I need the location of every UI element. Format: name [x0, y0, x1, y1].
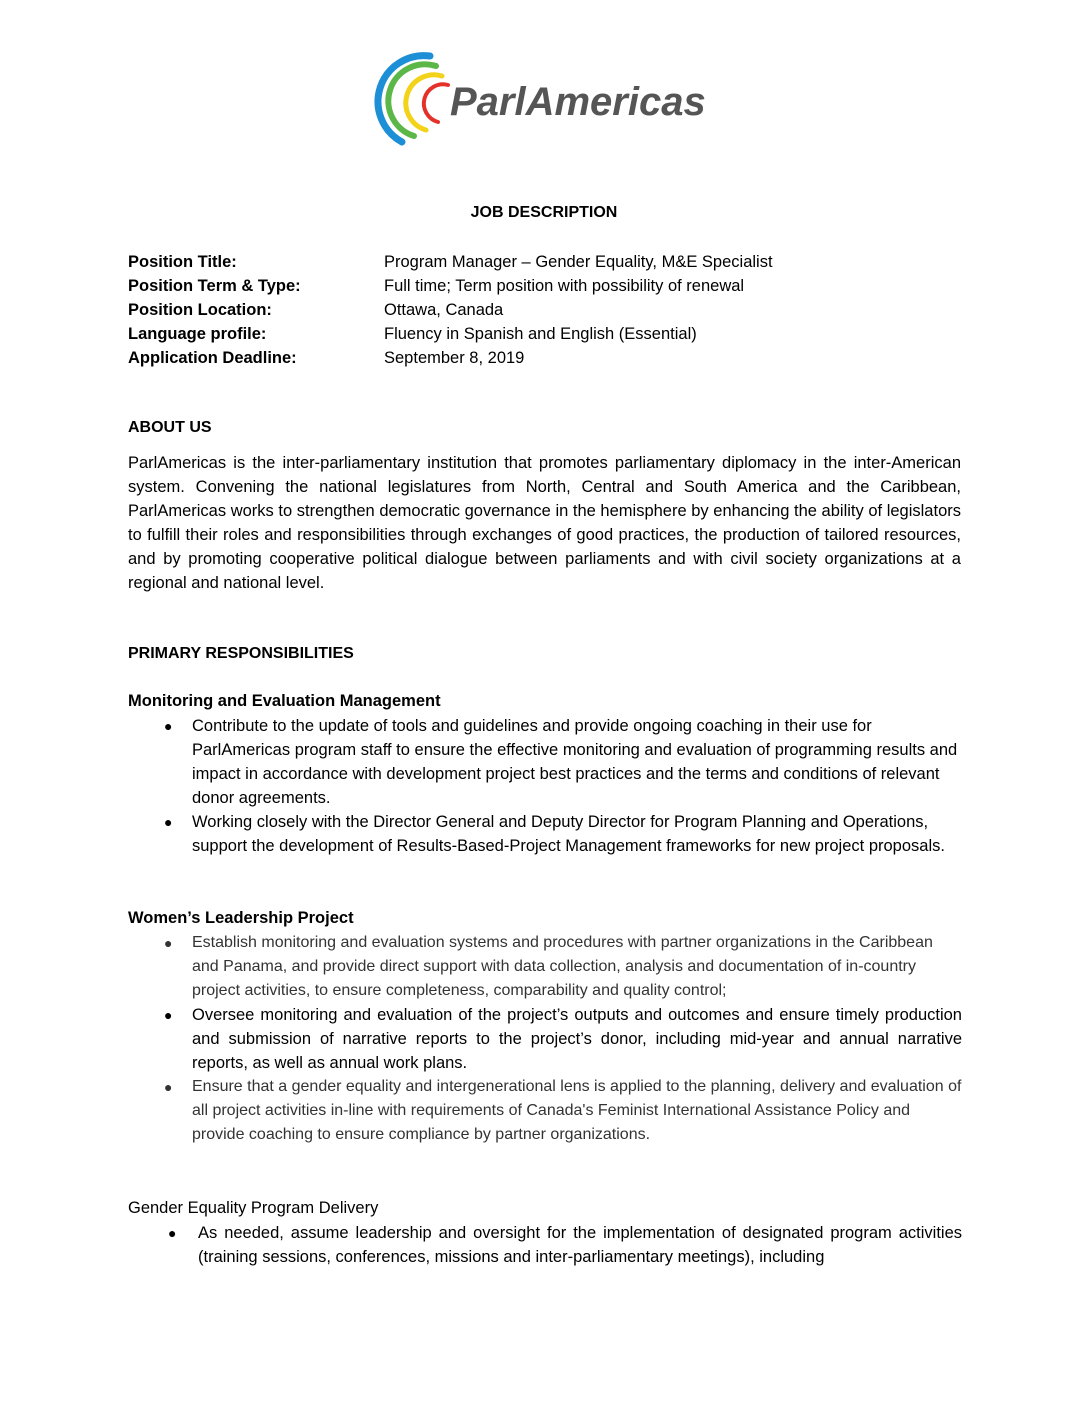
- list-item: [128, 810, 962, 858]
- womens-leadership-list: [128, 931, 962, 1147]
- bullet-icon: ●: [168, 1225, 177, 1241]
- list-item: [128, 931, 962, 1003]
- field-position-term: [128, 274, 968, 298]
- bullet-icon: ●: [164, 718, 173, 734]
- bullet-icon: ●: [164, 935, 173, 951]
- list-item-text: Establish monitoring and evaluation systems and procedures with partner organizations in the Caribbean and Panama, and provide direct support with data collection, analysis and documentation of in-country project activities, to ensure completeness, comparability and quality control;: [192, 934, 933, 999]
- field-label: Position Term & Type:: [128, 277, 301, 295]
- bullet-icon: ●: [164, 1079, 173, 1095]
- list-item: [128, 1003, 962, 1075]
- field-position-title: [128, 250, 968, 274]
- list-item: [128, 1075, 962, 1147]
- bullet-icon: ●: [164, 1007, 173, 1023]
- field-position-location: [128, 298, 968, 322]
- bullet-icon: ●: [164, 814, 173, 830]
- field-application-deadline: [128, 346, 968, 370]
- list-item-text: Oversee monitoring and evaluation of the project’s outputs and outcomes and ensure timely production and submission of narrative reports to the project’s donor, including mid-year and annual narrative reports, as well as annual work plans.: [192, 1006, 962, 1072]
- list-item-text: Working closely with the Director General and Deputy Director for Program Planning and Operations, support the development of Results-Based-Project Management frameworks for new project proposals.: [192, 813, 945, 855]
- about-paragraph: ParlAmericas is the inter-parliamentary institution that promotes parliamentary diplomacy in the inter-American system. Convening the national legislatures from North, Central and South America and the Caribbean, ParlAmericas works to strengthen democratic governance in the hemisphere by enhancing the ability of legislators to fulfill their roles and responsibilities through exchanges of good practices, the production of tailored resources, and by promoting cooperative political dialogue between parliaments and with civil society organizations at a regional and national level.: [128, 454, 961, 592]
- section-heading-gender-equality-delivery: Gender Equality Program Delivery: [128, 1199, 379, 1217]
- section-heading-me-management: Monitoring and Evaluation Management: [128, 692, 441, 710]
- parlamericas-logo: [372, 50, 742, 146]
- field-value: September 8, 2019: [384, 349, 525, 367]
- field-value: Program Manager – Gender Equality, M&E Specialist: [384, 253, 773, 271]
- about-heading: ABOUT US: [128, 419, 212, 436]
- field-label: Position Title:: [128, 253, 237, 271]
- list-item: [128, 714, 962, 810]
- field-label: Language profile:: [128, 325, 267, 343]
- position-details: [128, 250, 968, 370]
- gender-equality-delivery-list: [128, 1221, 962, 1269]
- list-item-text: Ensure that a gender equality and intergenerational lens is applied to the planning, delivery and evaluation of all project activities in-line with requirements of Canada's Feminist International Assistance Policy and provide coaching to ensure compliance by partner organizations.: [192, 1078, 962, 1143]
- field-value: Fluency in Spanish and English (Essential): [384, 325, 697, 343]
- field-value: Ottawa, Canada: [384, 301, 504, 319]
- field-label: Application Deadline:: [128, 349, 297, 367]
- document-title: JOB DESCRIPTION: [470, 204, 618, 221]
- me-management-list: [128, 714, 962, 858]
- field-value: Full time; Term position with possibility of renewal: [384, 277, 745, 295]
- list-item: [128, 1221, 962, 1269]
- list-item-text: Contribute to the update of tools and guidelines and provide ongoing coaching in their use for ParlAmericas program staff to ensure the effective monitoring and evaluation of programming results and impact in accordance with development project best practices and the terms and conditions of relevant donor agreements.: [192, 717, 958, 807]
- list-item-text: As needed, assume leadership and oversight for the implementation of designated program activities (training sessions, conferences, missions and inter-parliamentary meetings), including: [198, 1224, 962, 1266]
- section-heading-womens-leadership: Women’s Leadership Project: [128, 909, 354, 927]
- logo-wordmark: ParlAmericas: [450, 80, 706, 124]
- field-label: Position Location:: [128, 301, 272, 319]
- field-language-profile: [128, 322, 968, 346]
- responsibilities-heading: PRIMARY RESPONSIBILITIES: [128, 645, 354, 662]
